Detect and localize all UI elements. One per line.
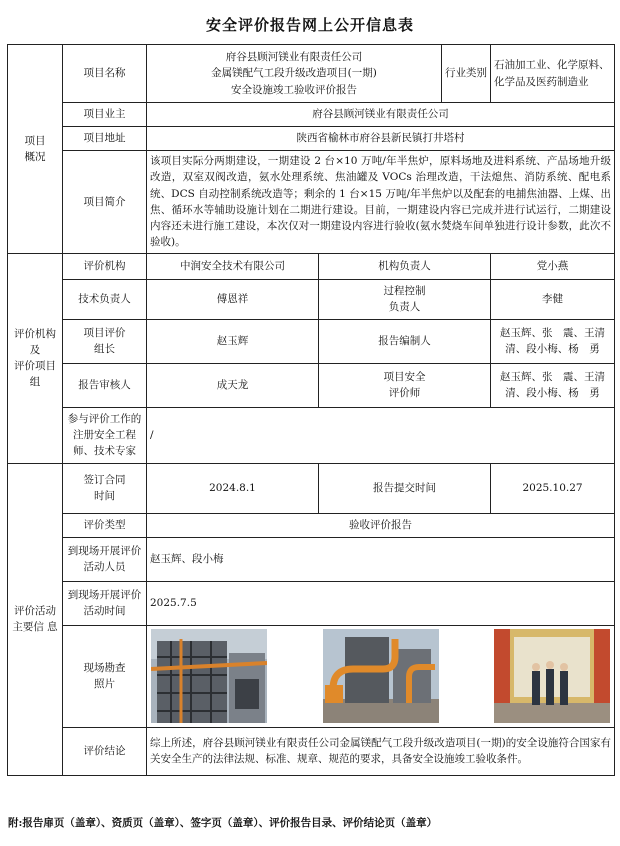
assessor-label: 项目安全 评价师: [319, 363, 491, 407]
address-label: 项目地址: [63, 127, 147, 151]
site-photo-pipes: [323, 629, 439, 723]
process-label: 过程控制 负责人: [319, 279, 491, 319]
photos-label: 现场勘查 照片: [63, 625, 147, 727]
leader-value: 赵玉辉: [147, 319, 319, 363]
row-owner: [8, 103, 615, 127]
row-engineers: [8, 407, 615, 463]
org-label: 评价机构: [63, 253, 147, 279]
time-value: 2025.7.5: [147, 581, 615, 625]
row-contract: [8, 463, 615, 513]
row-tech: [8, 279, 615, 319]
project-name-value: 府谷县顾河镁业有限责任公司 金属镁配气工段升级改造项目(一期) 安全设施竣工验收评价报告: [147, 45, 442, 103]
address-value: 陕西省榆林市府谷县新民镇打井塔村: [147, 127, 615, 151]
contract-label: 签订合同 时间: [63, 463, 147, 513]
row-project-name: [8, 45, 615, 103]
persons-value: 赵玉辉、段小梅: [147, 537, 615, 581]
row-intro: [8, 151, 615, 254]
writer-label: 报告编制人: [319, 319, 491, 363]
page-title: 安全评价报告网上公开信息表: [205, 16, 414, 34]
industry-label: 行业类别: [442, 45, 491, 103]
row-reviewer: [8, 363, 615, 407]
reviewer-value: 成天龙: [147, 363, 319, 407]
industry-value: 石油加工业、化学原料、化学品及医药制造业: [491, 45, 615, 103]
reviewer-label: 报告审核人: [63, 363, 147, 407]
submit-value: 2025.10.27: [491, 463, 615, 513]
type-label: 评价类型: [63, 513, 147, 537]
writer-value: 赵玉辉、张 震、王清清、段小梅、杨 勇: [491, 319, 615, 363]
photo-strip: [147, 629, 614, 723]
tech-value: 傅恩祥: [147, 279, 319, 319]
submit-label: 报告提交时间: [319, 463, 491, 513]
section-overview-label: 项目 概况: [8, 45, 63, 254]
info-table: [7, 44, 615, 776]
assessor-value: 赵玉辉、张 震、王清清、段小梅、杨 勇: [491, 363, 615, 407]
conclusion-value: 综上所述，府谷县顾河镁业有限责任公司金属镁配气工段升级改造项目(一期)的安全设施符合国家有关安全生产的法律法规、标准、规章、规范的要求，具备安全设施竣工验收条件。: [147, 727, 615, 775]
row-address: [8, 127, 615, 151]
process-value: 李健: [491, 279, 615, 319]
project-name-label: 项目名称: [63, 45, 147, 103]
persons-label: 到现场开展评价活动人员: [63, 537, 147, 581]
photos-cell: [147, 625, 615, 727]
engineers-label: 参与评价工作的注册安全工程师、技术专家: [63, 407, 147, 463]
conclusion-label: 评价结论: [63, 727, 147, 775]
org-head-value: 党小燕: [491, 253, 615, 279]
row-org: [8, 253, 615, 279]
org-value: 中润安全技术有限公司: [147, 253, 319, 279]
section-activity-label: 评价活动主要信 息: [8, 463, 63, 775]
org-head-label: 机构负责人: [319, 253, 491, 279]
row-time: [8, 581, 615, 625]
intro-label: 项目简介: [63, 151, 147, 254]
leader-label: 项目评价 组长: [63, 319, 147, 363]
owner-value: 府谷县顾河镁业有限责任公司: [147, 103, 615, 127]
intro-value: 该项目实际分两期建设，一期建设 2 台×10 万吨/年半焦炉，原料场地及进料系统、产品场地升级改造，双室双阀改造，氨水处理系统、焦油罐及 VOCs 治理改造，干法熄焦、消防系统、配电系统、DCS 自动控制系统改造等；剩余的 1 台×15 万吨/年半焦炉以及配套的电捕焦油器、上煤、出焦、循环水等辅助设施计划在二期进行建设。目前，一期建设内容已完成并进行试运行，二期建设内容还未进行施工建设，本次仅对一期建设内容进行验收(氨水焚烧车间单独进行设计参数，此次不验收)。: [147, 151, 615, 254]
row-type: [8, 513, 615, 537]
row-photos: [8, 625, 615, 727]
row-persons: [8, 537, 615, 581]
contract-value: 2024.8.1: [147, 463, 319, 513]
time-label: 到现场开展评价活动时间: [63, 581, 147, 625]
tech-label: 技术负责人: [63, 279, 147, 319]
section-org-label: 评价机构及 评价项目组: [8, 253, 63, 463]
type-value: 验收评价报告: [147, 513, 615, 537]
footer-note: 附:报告扉页（盖章）、资质页（盖章）、签字页（盖章）、评价报告目录、评价结论页（盖章）: [8, 817, 438, 829]
owner-label: 项目业主: [63, 103, 147, 127]
site-photo-building: [151, 629, 267, 723]
row-leader: [8, 319, 615, 363]
row-conclusion: [8, 727, 615, 775]
engineers-value: /: [147, 407, 615, 463]
site-photo-team: [494, 629, 610, 723]
